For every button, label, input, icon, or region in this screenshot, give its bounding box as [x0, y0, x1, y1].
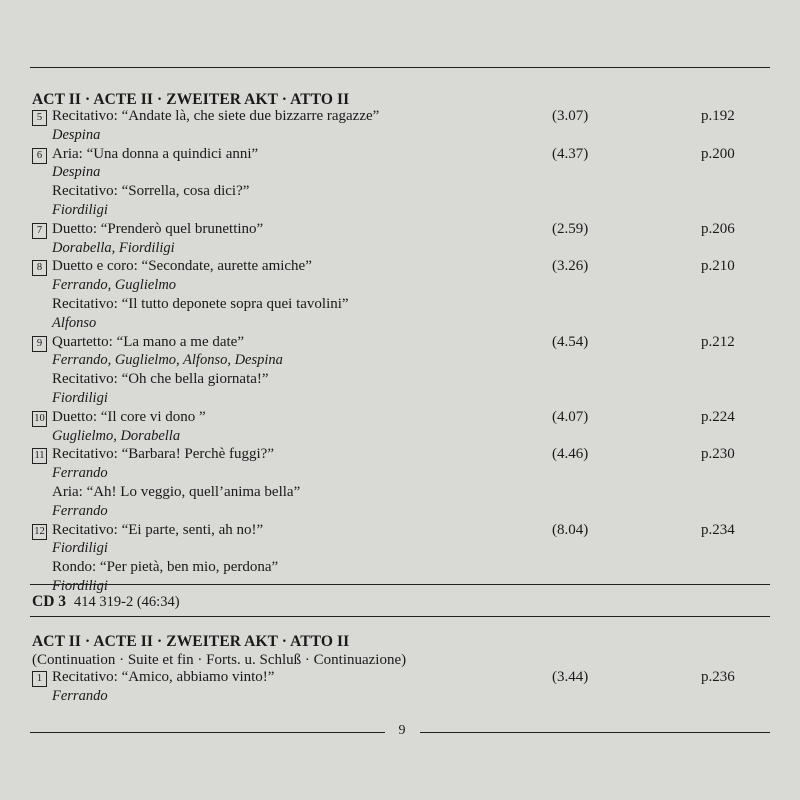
track-performers: Despina: [52, 126, 101, 143]
track-subtitle: Rondo: “Per pietà, ben mio, perdona”: [52, 559, 279, 576]
track-row: [0, 446, 800, 466]
track-title: Recitativo: “Andate là, che siete due bizzarre ragazze”: [52, 108, 380, 124]
track-title: Recitativo: “Barbara! Perchè fuggi?”: [52, 446, 274, 463]
track-title: Recitativo: “Amico, abbiamo vinto!”: [52, 669, 275, 685]
track-duration: (3.26): [552, 258, 589, 275]
track-number-box: 5: [32, 110, 47, 126]
track-number-box: 7: [32, 223, 47, 239]
cd3-continuation: (Continuation · Suite et fin · Forts. u. Schluß · Continuazione): [32, 652, 407, 668]
track-page: p.192: [701, 108, 735, 124]
track-performers: Despina: [52, 164, 101, 181]
track-performers: Fiordiligi: [52, 540, 108, 557]
track-title: Duetto e coro: “Secondate, aurette amiche”: [52, 258, 312, 275]
act-heading: ACT II · ACTE II · ZWEITER AKT · ATTO II: [32, 91, 350, 108]
top-rule: [30, 67, 770, 68]
track-number-box: 12: [32, 524, 47, 540]
track-duration: (4.37): [552, 145, 589, 162]
cd3-catalog: 414 319-2 (46:34): [74, 594, 180, 610]
footer-rule-left: [30, 732, 385, 733]
track-performers: Ferrando: [52, 465, 108, 482]
track-performers: Fiordiligi: [52, 390, 108, 406]
track-row: [0, 522, 800, 542]
track-title: Duetto: “Il core vi dono ”: [52, 408, 206, 425]
track-duration: (3.44): [552, 669, 589, 685]
track-performers: Ferrando, Guglielmo: [52, 277, 177, 294]
track-row: [0, 221, 800, 241]
track-performers: Guglielmo, Dorabella: [52, 427, 181, 444]
track-page: p.230: [701, 446, 735, 463]
track-title: Recitativo: “Ei parte, senti, ah no!”: [52, 521, 264, 538]
track-page: p.212: [701, 333, 735, 350]
footer-rule-right: [420, 732, 770, 733]
track-duration: (8.04): [552, 521, 589, 538]
track-duration: (4.07): [552, 408, 589, 425]
track-number-box: 11: [32, 448, 47, 464]
track-page: p.234: [701, 521, 735, 538]
track-title: Duetto: “Prenderò quel brunettino”: [52, 220, 264, 237]
track-page: p.210: [701, 258, 735, 275]
track-number-box: 9: [32, 336, 47, 352]
track-title: Quartetto: “La mano a me date”: [52, 333, 244, 350]
track-page: p.200: [701, 145, 735, 162]
track-row: [0, 108, 800, 128]
track-page: p.224: [701, 408, 735, 425]
track-page: p.236: [701, 669, 735, 685]
track-number-box: 10: [32, 411, 47, 427]
bleed-through-texture: [430, 88, 790, 688]
track-performers: Ferrando: [52, 688, 108, 704]
track-subtitle: Recitativo: “Oh che bella giornata!”: [52, 371, 269, 388]
track-subtitle: Aria: “Ah! Lo veggio, quell’anima bella”: [52, 484, 301, 500]
track-row: [0, 409, 800, 429]
track-performers: Dorabella, Fiordiligi: [52, 239, 175, 256]
track-duration: (3.07): [552, 108, 589, 124]
cd3-header: [32, 593, 180, 611]
track-performers: Alfonso: [52, 314, 97, 331]
track-number-box: 1: [32, 671, 47, 687]
track-performers: Fiordiligi: [52, 202, 108, 218]
track-duration: (4.46): [552, 446, 589, 463]
track-performers: Fiordiligi: [52, 578, 108, 594]
track-number-box: 6: [32, 148, 47, 164]
track-performers: Ferrando: [52, 502, 108, 519]
track-subtitle: Recitativo: “Il tutto deponete sopra quei tavolini”: [52, 296, 349, 312]
track-number-box: 8: [32, 260, 47, 276]
track-duration: (2.59): [552, 220, 589, 237]
track-row: [0, 146, 800, 166]
cd3-top-rule: [30, 584, 770, 585]
track-subtitle: Recitativo: “Sorrella, cosa dici?”: [52, 183, 250, 200]
track-row: [0, 669, 800, 689]
track-duration: (4.54): [552, 333, 589, 350]
track-performers: Ferrando, Guglielmo, Alfonso, Despina: [52, 352, 283, 369]
cd3-label: CD 3: [32, 593, 67, 610]
track-title: Aria: “Una donna a quindici anni”: [52, 145, 259, 162]
page-number: 9: [398, 723, 406, 738]
track-row: [0, 258, 800, 278]
track-row: [0, 334, 800, 354]
cd3-bottom-rule: [30, 616, 770, 617]
track-page: p.206: [701, 220, 735, 237]
cd3-act-heading: ACT II · ACTE II · ZWEITER AKT · ATTO II: [32, 633, 350, 650]
